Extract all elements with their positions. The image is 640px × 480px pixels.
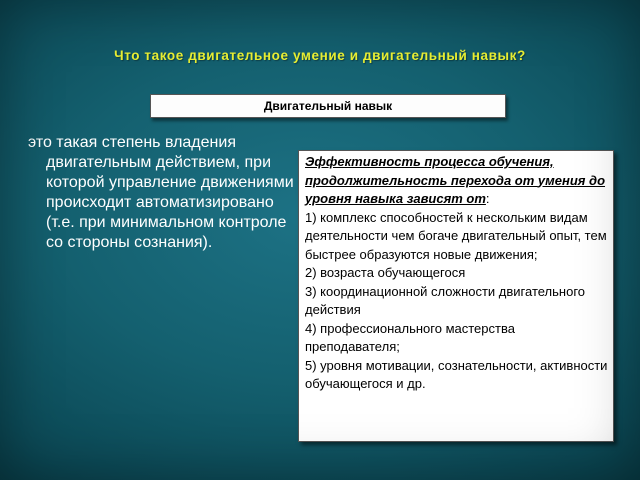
definition-text: это такая степень владения двигательным действием, при которой управление движениями происходит автоматизировано (т.е. при минимальном контроле со стороны сознания). — [28, 134, 294, 251]
factor-item-3: 3) координационной сложности двигательного действия — [305, 283, 586, 317]
factor-item-5: 5) уровня мотивации, сознательности, активности обучающегося и др. — [305, 357, 608, 391]
factor-item-2: 2) возраста обучающегося — [305, 265, 466, 280]
skill-heading-box: Двигательный навык — [150, 94, 506, 118]
factors-heading-colon: : — [485, 191, 490, 206]
factor-item-1: 1) комплекс способностей к нескольким видам деятельности чем богаче двигательный опыт, тем быстрее образуются новые движения; — [305, 209, 607, 262]
factors-heading: Эффективность процесса обучения, продолжительность перехода от умения до уровня навыка зависят от — [305, 154, 606, 206]
slide-title: Что такое двигательное умение и двигательный навык? — [114, 48, 526, 63]
factor-item-4: 4) профессионального мастерства преподавателя; — [305, 320, 515, 354]
factors-box — [298, 150, 614, 442]
